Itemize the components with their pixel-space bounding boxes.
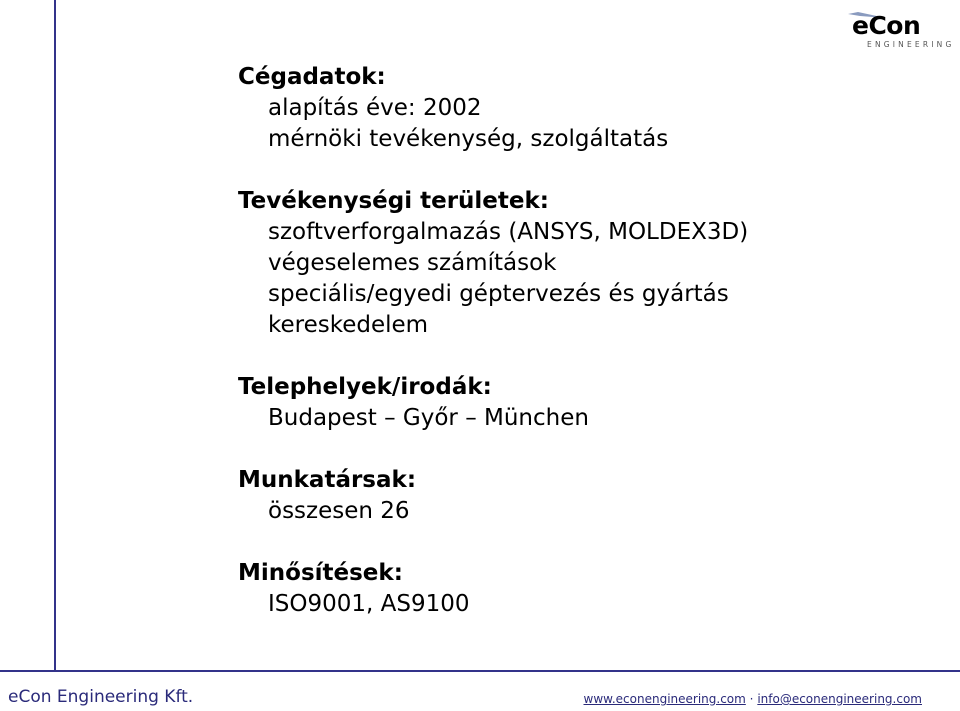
footer-contact (584, 692, 923, 706)
left-vertical-rule (54, 0, 56, 672)
section-heading: Tevékenységi területek: (238, 188, 549, 214)
footer-separator: · (749, 692, 754, 706)
section-heading: Cégadatok: (238, 64, 386, 90)
list-item: alapítás éve: 2002 (268, 95, 482, 121)
list-item: szoftverforgalmazás (ANSYS, MOLDEX3D) (268, 219, 749, 245)
company-info-content (238, 62, 938, 620)
section-certifications (238, 558, 938, 620)
section-staff (238, 465, 938, 527)
section-heading: Minősítések: (238, 560, 403, 586)
section-heading: Munkatársak: (238, 467, 417, 493)
econ-logo (846, 10, 955, 50)
website-link[interactable]: www.econengineering.com (583, 692, 746, 706)
logo-wordmark: eCon (852, 11, 921, 40)
logo-subtitle: ENGINEERING (867, 40, 955, 49)
footer-company-name: eCon Engineering Kft. (8, 687, 194, 707)
bottom-horizontal-rule (0, 670, 960, 672)
list-item: kereskedelem (268, 312, 429, 338)
section-company-data (238, 62, 938, 155)
list-item: végeselemes számítások (268, 250, 557, 276)
list-item: Budapest – Győr – München (268, 405, 589, 431)
section-offices (238, 372, 938, 434)
list-item: mérnöki tevékenység, szolgáltatás (268, 126, 669, 152)
section-activities (238, 186, 938, 341)
list-item: speciális/egyedi géptervezés és gyártás (268, 281, 729, 307)
list-item: ISO9001, AS9100 (268, 591, 470, 617)
section-heading: Telephelyek/irodák: (238, 374, 492, 400)
list-item: összesen 26 (268, 498, 410, 524)
email-link[interactable]: info@econengineering.com (757, 692, 922, 706)
